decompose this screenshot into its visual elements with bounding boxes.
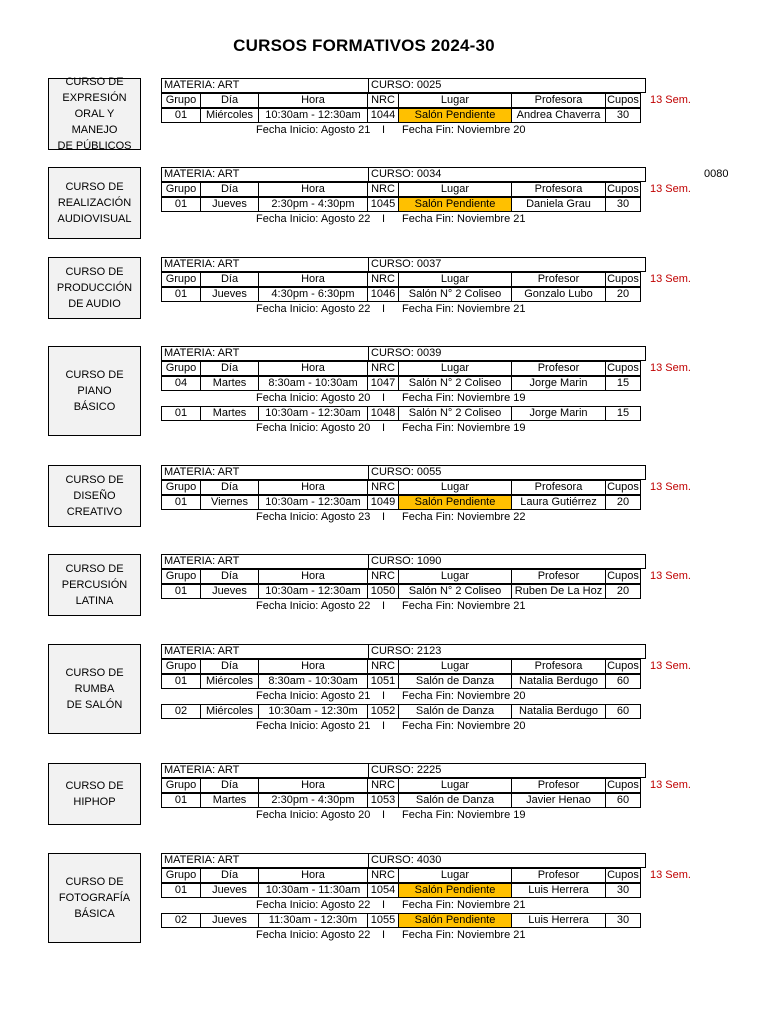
semanas-label: 13 Sem. (650, 779, 691, 791)
semanas-label: 13 Sem. (650, 94, 691, 106)
date-range (161, 421, 647, 436)
table-row (161, 197, 641, 212)
dia-cell: Miércoles (200, 108, 259, 123)
curso-cell: CURSO: 0025 (368, 78, 646, 93)
curso-cell: CURSO: 2225 (368, 763, 646, 778)
header-dia: Día (200, 778, 259, 793)
header-grupo: Grupo (161, 480, 201, 495)
header-hora: Hora (258, 778, 368, 793)
header-nrc: NRC (367, 93, 399, 108)
header-profesor: Profesor (511, 868, 606, 883)
lugar-cell: Salón Pendiente (398, 495, 512, 510)
header-nrc: NRC (367, 569, 399, 584)
fecha-inicio: Fecha Inicio: Agosto 22 (256, 899, 371, 911)
header-nrc: NRC (367, 868, 399, 883)
header-grupo: Grupo (161, 361, 201, 376)
cupos-cell: 30 (605, 913, 641, 928)
header-lugar: Lugar (398, 778, 512, 793)
curso-cell: CURSO: 0039 (368, 346, 646, 361)
header-lugar: Lugar (398, 868, 512, 883)
materia-cell: MATERIA: ART (161, 257, 369, 272)
dia-cell: Viernes (200, 495, 259, 510)
profesor-cell: Luis Herrera (511, 913, 606, 928)
nrc-cell: 1054 (367, 883, 399, 898)
header-nrc: NRC (367, 659, 399, 674)
date-range (161, 510, 647, 525)
nrc-cell: 1051 (367, 674, 399, 689)
semanas-label: 13 Sem. (650, 273, 691, 285)
header-dia: Día (200, 361, 259, 376)
table-row-header-course (161, 346, 646, 361)
hora-cell: 8:30am - 10:30am (258, 376, 368, 391)
header-dia: Día (200, 480, 259, 495)
cupos-cell: 20 (605, 584, 641, 599)
lugar-cell: Salón N° 2 Coliseo (398, 584, 512, 599)
header-lugar: Lugar (398, 361, 512, 376)
table-row-header-course (161, 167, 646, 182)
date-range (161, 599, 647, 614)
header-lugar: Lugar (398, 569, 512, 584)
curso-cell: CURSO: 1090 (368, 554, 646, 569)
nrc-cell: 1053 (367, 793, 399, 808)
semanas-label: 13 Sem. (650, 869, 691, 881)
header-hora: Hora (258, 480, 368, 495)
curso-cell: CURSO: 0055 (368, 465, 646, 480)
course-name-box: CURSO DE PERCUSIÓN LATINA (48, 554, 141, 616)
lugar-cell: Salón Pendiente (398, 913, 512, 928)
header-grupo: Grupo (161, 659, 201, 674)
hora-cell: 10:30am - 12:30m (258, 704, 368, 719)
date-separator: I (382, 600, 386, 612)
table-row-column-headers (161, 569, 641, 584)
hora-cell: 11:30am - 12:30m (258, 913, 368, 928)
table-row (161, 287, 641, 302)
header-profesor: Profesor (511, 361, 606, 376)
header-grupo: Grupo (161, 272, 201, 287)
header-nrc: NRC (367, 361, 399, 376)
lugar-cell: Salón de Danza (398, 674, 512, 689)
header-cupos: Cupos (605, 182, 641, 197)
lugar-cell: Salón de Danza (398, 793, 512, 808)
header-hora: Hora (258, 868, 368, 883)
dia-cell: Martes (200, 406, 259, 421)
fecha-inicio: Fecha Inicio: Agosto 22 (256, 929, 371, 941)
curso-cell: CURSO: 2123 (368, 644, 646, 659)
lugar-cell: Salón Pendiente (398, 197, 512, 212)
header-nrc: NRC (367, 480, 399, 495)
header-profesor: Profesor (511, 778, 606, 793)
lugar-cell: Salón N° 2 Coliseo (398, 406, 512, 421)
table-row-header-course (161, 465, 646, 480)
profesor-cell: Andrea Chaverra (511, 108, 606, 123)
cupos-cell: 20 (605, 287, 641, 302)
fecha-inicio: Fecha Inicio: Agosto 21 (256, 124, 371, 136)
table-row-column-headers (161, 868, 641, 883)
cupos-cell: 15 (605, 376, 641, 391)
hora-cell: 10:30am - 11:30am (258, 883, 368, 898)
nrc-cell: 1052 (367, 704, 399, 719)
profesor-cell: Javier Henao (511, 793, 606, 808)
table-row-column-headers (161, 182, 641, 197)
date-separator: I (382, 303, 386, 315)
date-range (161, 928, 647, 943)
date-range (161, 391, 647, 406)
grupo-cell: 01 (161, 674, 201, 689)
table-row (161, 674, 641, 689)
fecha-fin: Fecha Fin: Noviembre 21 (402, 303, 526, 315)
fecha-fin: Fecha Fin: Noviembre 20 (402, 720, 526, 732)
fecha-inicio: Fecha Inicio: Agosto 20 (256, 809, 371, 821)
side-note: 0080 (704, 168, 729, 180)
cupos-cell: 15 (605, 406, 641, 421)
header-hora: Hora (258, 659, 368, 674)
header-hora: Hora (258, 569, 368, 584)
lugar-cell: Salón N° 2 Coliseo (398, 287, 512, 302)
fecha-fin: Fecha Fin: Noviembre 19 (402, 422, 526, 434)
grupo-cell: 01 (161, 793, 201, 808)
header-grupo: Grupo (161, 868, 201, 883)
semanas-label: 13 Sem. (650, 362, 691, 374)
semanas-label: 13 Sem. (650, 660, 691, 672)
grupo-cell: 02 (161, 913, 201, 928)
hora-cell: 2:30pm - 4:30pm (258, 793, 368, 808)
nrc-cell: 1047 (367, 376, 399, 391)
fecha-fin: Fecha Fin: Noviembre 20 (402, 124, 526, 136)
table-row (161, 913, 641, 928)
fecha-fin: Fecha Fin: Noviembre 21 (402, 213, 526, 225)
date-separator: I (382, 720, 386, 732)
header-nrc: NRC (367, 182, 399, 197)
date-separator: I (382, 511, 386, 523)
lugar-cell: Salón de Danza (398, 704, 512, 719)
fecha-inicio: Fecha Inicio: Agosto 22 (256, 600, 371, 612)
nrc-cell: 1050 (367, 584, 399, 599)
header-grupo: Grupo (161, 182, 201, 197)
header-profesor: Profesor (511, 569, 606, 584)
hora-cell: 10:30am - 12:30am (258, 495, 368, 510)
dia-cell: Miércoles (200, 674, 259, 689)
dia-cell: Jueves (200, 883, 259, 898)
profesor-cell: Daniela Grau (511, 197, 606, 212)
hora-cell: 8:30am - 10:30am (258, 674, 368, 689)
table-row-header-course (161, 644, 646, 659)
header-lugar: Lugar (398, 272, 512, 287)
grupo-cell: 01 (161, 883, 201, 898)
course-name-box: CURSO DE HIPHOP (48, 763, 141, 825)
header-cupos: Cupos (605, 361, 641, 376)
materia-cell: MATERIA: ART (161, 554, 369, 569)
header-dia: Día (200, 272, 259, 287)
fecha-fin: Fecha Fin: Noviembre 22 (402, 511, 526, 523)
profesor-cell: Natalia Berdugo (511, 704, 606, 719)
nrc-cell: 1055 (367, 913, 399, 928)
table-row (161, 793, 641, 808)
materia-cell: MATERIA: ART (161, 465, 369, 480)
course-name-box: CURSO DE PIANO BÁSICO (48, 346, 141, 436)
header-lugar: Lugar (398, 659, 512, 674)
profesor-cell: Jorge Marin (511, 406, 606, 421)
course-name-box: CURSO DE RUMBA DE SALÓN (48, 644, 141, 734)
cupos-cell: 60 (605, 793, 641, 808)
table-row-header-course (161, 78, 646, 93)
table-row-column-headers (161, 778, 641, 793)
materia-cell: MATERIA: ART (161, 853, 369, 868)
dia-cell: Martes (200, 376, 259, 391)
hora-cell: 10:30am - 12:30am (258, 584, 368, 599)
course-name-box: CURSO DE DISEÑO CREATIVO (48, 465, 141, 527)
date-range (161, 302, 647, 317)
date-separator: I (382, 392, 386, 404)
fecha-inicio: Fecha Inicio: Agosto 20 (256, 422, 371, 434)
fecha-fin: Fecha Fin: Noviembre 19 (402, 809, 526, 821)
grupo-cell: 02 (161, 704, 201, 719)
header-cupos: Cupos (605, 659, 641, 674)
cupos-cell: 30 (605, 883, 641, 898)
profesor-cell: Jorge Marin (511, 376, 606, 391)
cupos-cell: 60 (605, 674, 641, 689)
header-profesor: Profesora (511, 480, 606, 495)
header-lugar: Lugar (398, 93, 512, 108)
fecha-fin: Fecha Fin: Noviembre 20 (402, 690, 526, 702)
table-row (161, 883, 641, 898)
materia-cell: MATERIA: ART (161, 763, 369, 778)
curso-cell: CURSO: 0034 (368, 167, 646, 182)
header-dia: Día (200, 569, 259, 584)
dia-cell: Jueves (200, 287, 259, 302)
course-name-box: CURSO DE EXPRESIÓN ORAL Y MANEJO DE PÚBLICOS (48, 78, 141, 150)
fecha-inicio: Fecha Inicio: Agosto 22 (256, 213, 371, 225)
profesor-cell: Gonzalo Lubo (511, 287, 606, 302)
table-row-column-headers (161, 659, 641, 674)
curso-cell: CURSO: 4030 (368, 853, 646, 868)
date-range (161, 719, 647, 734)
dia-cell: Jueves (200, 584, 259, 599)
nrc-cell: 1049 (367, 495, 399, 510)
profesor-cell: Luis Herrera (511, 883, 606, 898)
header-grupo: Grupo (161, 778, 201, 793)
header-profesor: Profesora (511, 659, 606, 674)
date-separator: I (382, 899, 386, 911)
table-row (161, 108, 641, 123)
header-profesor: Profesor (511, 272, 606, 287)
header-cupos: Cupos (605, 778, 641, 793)
lugar-cell: Salón Pendiente (398, 108, 512, 123)
table-row-header-course (161, 853, 646, 868)
header-nrc: NRC (367, 272, 399, 287)
nrc-cell: 1046 (367, 287, 399, 302)
header-cupos: Cupos (605, 480, 641, 495)
header-dia: Día (200, 93, 259, 108)
lugar-cell: Salón N° 2 Coliseo (398, 376, 512, 391)
header-cupos: Cupos (605, 272, 641, 287)
course-name-box: CURSO DE FOTOGRAFÍA BÁSICA (48, 853, 141, 943)
table-row-column-headers (161, 272, 641, 287)
course-name-box: CURSO DE REALIZACIÓN AUDIOVISUAL (48, 167, 141, 239)
fecha-inicio: Fecha Inicio: Agosto 22 (256, 303, 371, 315)
date-separator: I (382, 124, 386, 136)
header-nrc: NRC (367, 778, 399, 793)
header-hora: Hora (258, 361, 368, 376)
hora-cell: 10:30am - 12:30am (258, 108, 368, 123)
page-title: CURSOS FORMATIVOS 2024-30 (233, 36, 495, 55)
grupo-cell: 01 (161, 584, 201, 599)
table-row-column-headers (161, 93, 641, 108)
header-lugar: Lugar (398, 182, 512, 197)
cupos-cell: 60 (605, 704, 641, 719)
fecha-inicio: Fecha Inicio: Agosto 21 (256, 690, 371, 702)
course-name-box: CURSO DE PRODUCCIÓN DE AUDIO (48, 257, 141, 319)
table-row-header-course (161, 763, 646, 778)
table-row (161, 495, 641, 510)
grupo-cell: 01 (161, 108, 201, 123)
cupos-cell: 30 (605, 197, 641, 212)
fecha-fin: Fecha Fin: Noviembre 21 (402, 929, 526, 941)
materia-cell: MATERIA: ART (161, 78, 369, 93)
header-hora: Hora (258, 182, 368, 197)
grupo-cell: 01 (161, 287, 201, 302)
semanas-label: 13 Sem. (650, 183, 691, 195)
header-profesor: Profesora (511, 93, 606, 108)
table-row-header-course (161, 257, 646, 272)
materia-cell: MATERIA: ART (161, 167, 369, 182)
nrc-cell: 1048 (367, 406, 399, 421)
dia-cell: Jueves (200, 913, 259, 928)
dia-cell: Jueves (200, 197, 259, 212)
profesor-cell: Ruben De La Hoz (511, 584, 606, 599)
fecha-fin: Fecha Fin: Noviembre 19 (402, 392, 526, 404)
fecha-fin: Fecha Fin: Noviembre 21 (402, 899, 526, 911)
fecha-inicio: Fecha Inicio: Agosto 20 (256, 392, 371, 404)
table-row-column-headers (161, 361, 641, 376)
nrc-cell: 1045 (367, 197, 399, 212)
fecha-inicio: Fecha Inicio: Agosto 23 (256, 511, 371, 523)
hora-cell: 4:30pm - 6:30pm (258, 287, 368, 302)
date-separator: I (382, 690, 386, 702)
dia-cell: Miércoles (200, 704, 259, 719)
dia-cell: Martes (200, 793, 259, 808)
grupo-cell: 01 (161, 406, 201, 421)
table-row-column-headers (161, 480, 641, 495)
materia-cell: MATERIA: ART (161, 346, 369, 361)
header-cupos: Cupos (605, 93, 641, 108)
header-dia: Día (200, 659, 259, 674)
nrc-cell: 1044 (367, 108, 399, 123)
date-separator: I (382, 929, 386, 941)
profesor-cell: Natalia Berdugo (511, 674, 606, 689)
table-row (161, 704, 641, 719)
grupo-cell: 01 (161, 197, 201, 212)
cupos-cell: 30 (605, 108, 641, 123)
hora-cell: 10:30am - 12:30am (258, 406, 368, 421)
header-cupos: Cupos (605, 569, 641, 584)
date-separator: I (382, 213, 386, 225)
lugar-cell: Salón Pendiente (398, 883, 512, 898)
header-hora: Hora (258, 93, 368, 108)
header-cupos: Cupos (605, 868, 641, 883)
table-row-header-course (161, 554, 646, 569)
profesor-cell: Laura Gutiérrez (511, 495, 606, 510)
date-range (161, 808, 647, 823)
curso-cell: CURSO: 0037 (368, 257, 646, 272)
date-range (161, 212, 647, 227)
header-lugar: Lugar (398, 480, 512, 495)
grupo-cell: 04 (161, 376, 201, 391)
grupo-cell: 01 (161, 495, 201, 510)
semanas-label: 13 Sem. (650, 481, 691, 493)
cupos-cell: 20 (605, 495, 641, 510)
date-range (161, 123, 647, 138)
date-separator: I (382, 422, 386, 434)
date-separator: I (382, 809, 386, 821)
date-range (161, 898, 647, 913)
header-profesor: Profesora (511, 182, 606, 197)
table-row (161, 406, 641, 421)
header-hora: Hora (258, 272, 368, 287)
header-dia: Día (200, 182, 259, 197)
hora-cell: 2:30pm - 4:30pm (258, 197, 368, 212)
fecha-inicio: Fecha Inicio: Agosto 21 (256, 720, 371, 732)
materia-cell: MATERIA: ART (161, 644, 369, 659)
semanas-label: 13 Sem. (650, 570, 691, 582)
table-row (161, 584, 641, 599)
fecha-fin: Fecha Fin: Noviembre 21 (402, 600, 526, 612)
header-dia: Día (200, 868, 259, 883)
table-row (161, 376, 641, 391)
header-grupo: Grupo (161, 93, 201, 108)
date-range (161, 689, 647, 704)
header-grupo: Grupo (161, 569, 201, 584)
